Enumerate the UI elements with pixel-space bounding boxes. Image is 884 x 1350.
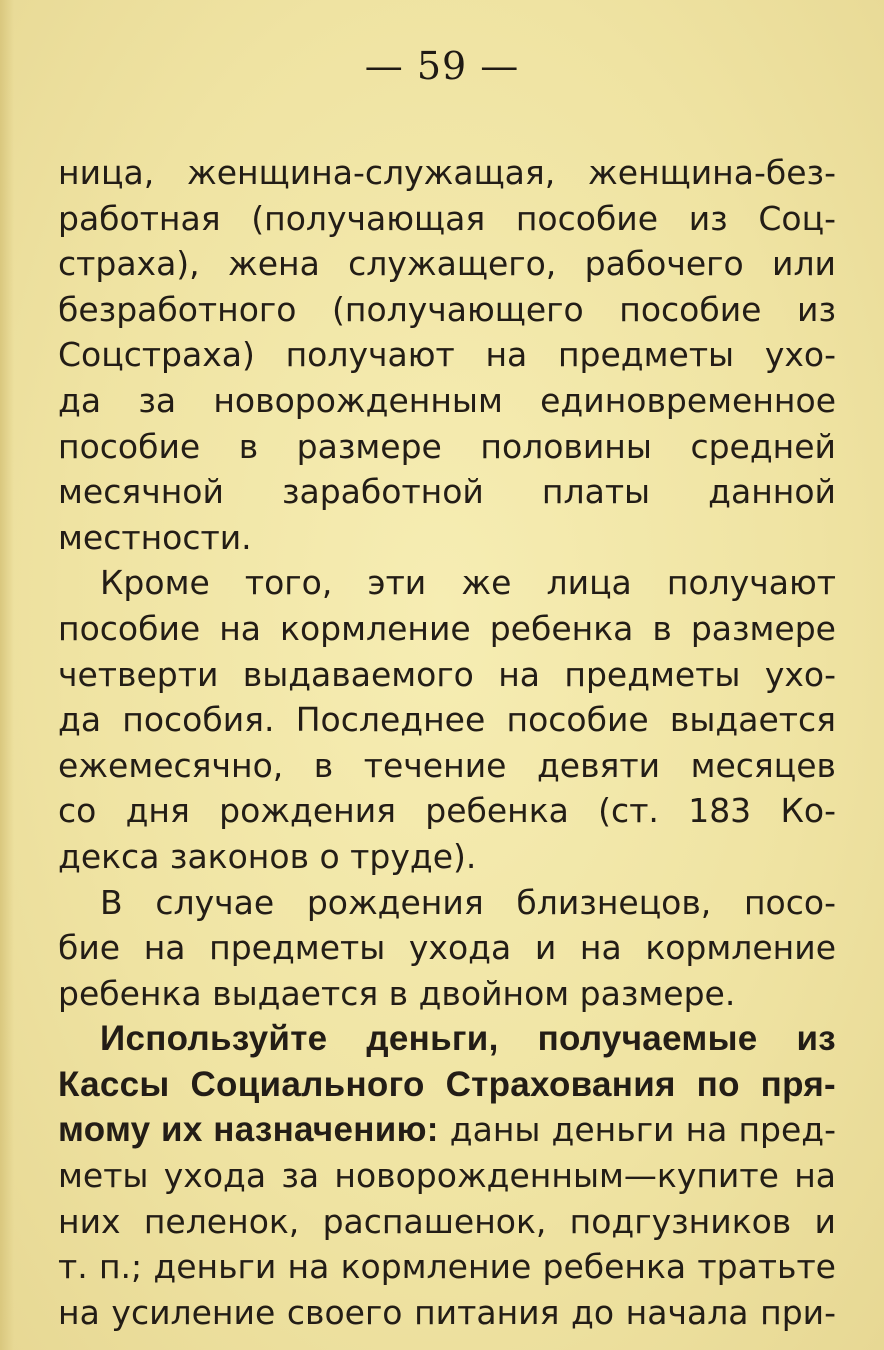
body-text: [58, 150, 836, 1335]
text-line: четверти выдаваемого на предметы ухо-: [58, 654, 836, 694]
page-number: — 59 —: [364, 44, 520, 88]
bold-text-line: Кассы Социального Страхования по пря-: [58, 1064, 836, 1104]
text-line: меты ухода за новорожденным—купите на: [58, 1156, 836, 1196]
text-line: В случае рождения близнецов, посо-: [100, 882, 836, 922]
text-line: Соцстраха) получают на предметы ухо-: [58, 335, 836, 375]
text-line: да пособия. Последнее пособие выдается: [58, 700, 836, 740]
text-line: безработного (получающего пособие из: [58, 289, 836, 329]
text-line: месячной заработной платы данной: [58, 472, 836, 512]
text-line: т. п.; деньги на кормление ребенка тратьте: [58, 1247, 836, 1287]
text-line: ежемесячно, в течение девяти месяцев: [58, 745, 836, 785]
text-line: декса законов о труде).: [58, 836, 477, 876]
text-line: бие на предметы ухода и на кормление: [58, 928, 836, 968]
text-line: работная (получающая пособие из Соц-: [58, 198, 836, 238]
text-line: на усиление своего питания до начала при-: [58, 1292, 836, 1332]
text-line: Кроме того, эти же лица получают: [100, 563, 836, 603]
text-line: ребенка выдается в двойном размере.: [58, 973, 736, 1013]
bold-text-line: Используйте деньги, получаемые из: [100, 1019, 836, 1059]
mixed-text-line: [58, 1107, 836, 1153]
normal-phrase: даны деньги на пред-: [438, 1110, 836, 1150]
text-line: ница, женщина-служащая, женщина-без-: [58, 153, 836, 192]
bold-phrase: мому их назначению:: [58, 1110, 439, 1150]
text-line: пособие на кормление ребенка в размере: [58, 608, 836, 648]
text-line: них пеленок, распашенок, подгузников и: [58, 1201, 836, 1241]
text-line: со дня рождения ребенка (ст. 183 Ко-: [58, 791, 836, 831]
text-line: да за новорожденным единовременное: [58, 380, 836, 420]
text-line: местности.: [58, 517, 252, 557]
text-line: пособие в размере половины средней: [58, 426, 836, 466]
text-line: страха), жена служащего, рабочего или: [58, 244, 836, 284]
page-edge-shadow: [0, 0, 14, 1350]
